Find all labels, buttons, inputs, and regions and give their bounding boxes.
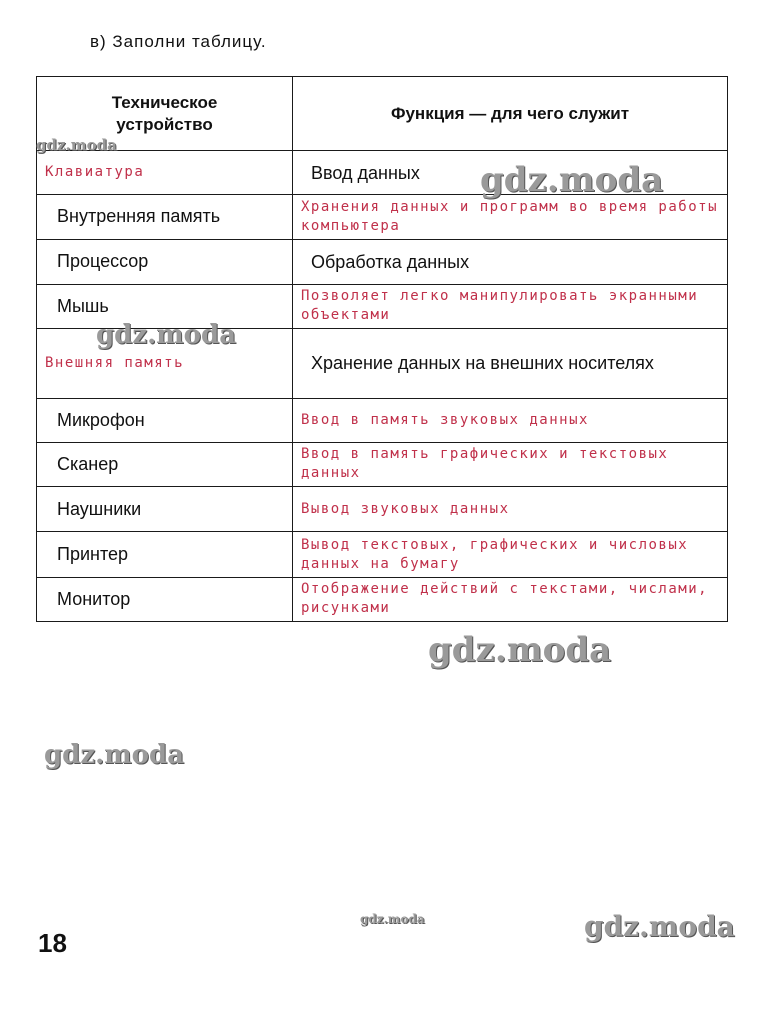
watermark: gdz.moda bbox=[44, 740, 185, 770]
function-cell: Ввод в память звуковых данных bbox=[293, 398, 728, 442]
header-device: Техническое устройство bbox=[37, 77, 293, 151]
table-row bbox=[37, 532, 728, 577]
device-cell: Внешняя память bbox=[37, 329, 293, 398]
device-cell: Микрофон bbox=[37, 398, 293, 442]
table-row bbox=[37, 398, 728, 442]
function-cell: Вывод звуковых данных bbox=[293, 487, 728, 532]
function-cell: Ввод в память графических и текстовых данных bbox=[293, 442, 728, 486]
device-cell: Процессор bbox=[37, 239, 293, 284]
table-row bbox=[37, 442, 728, 486]
device-cell: Принтер bbox=[37, 532, 293, 577]
watermark: gdz.moda bbox=[36, 136, 117, 154]
device-cell: Клавиатура bbox=[37, 151, 293, 195]
device-cell: Мышь bbox=[37, 284, 293, 328]
function-cell: Хранения данных и программ во время работы компьютера bbox=[293, 195, 728, 239]
table-header-row bbox=[37, 77, 728, 151]
function-cell: Вывод текстовых, графических и числовых данных на бумагу bbox=[293, 532, 728, 577]
watermark: gdz.moda bbox=[428, 630, 612, 670]
header-function: Функция — для чего служит bbox=[293, 77, 728, 151]
watermark: gdz.moda bbox=[480, 160, 664, 200]
function-cell: Обработка данных bbox=[293, 239, 728, 284]
watermark: gdz.moda bbox=[96, 320, 237, 350]
function-cell: Ввод данных bbox=[293, 151, 728, 195]
watermark: gdz.moda bbox=[360, 912, 425, 926]
page-number: 18 bbox=[38, 928, 67, 958]
function-cell: Позволяет легко манипулировать экранными объектами bbox=[293, 284, 728, 328]
table-row bbox=[37, 487, 728, 532]
task-instruction: в) Заполни таблицу. bbox=[90, 32, 267, 51]
function-cell: Хранение данных на внешних носителях bbox=[293, 329, 728, 398]
device-cell: Внутренняя память bbox=[37, 195, 293, 239]
function-cell: Отображение действий с текстами, числами, рисунками bbox=[293, 577, 728, 621]
table-row bbox=[37, 577, 728, 621]
device-cell: Монитор bbox=[37, 577, 293, 621]
device-cell: Сканер bbox=[37, 442, 293, 486]
table-row bbox=[37, 195, 728, 239]
table-row bbox=[37, 239, 728, 284]
watermark: gdz.moda bbox=[584, 910, 735, 943]
device-cell: Наушники bbox=[37, 487, 293, 532]
